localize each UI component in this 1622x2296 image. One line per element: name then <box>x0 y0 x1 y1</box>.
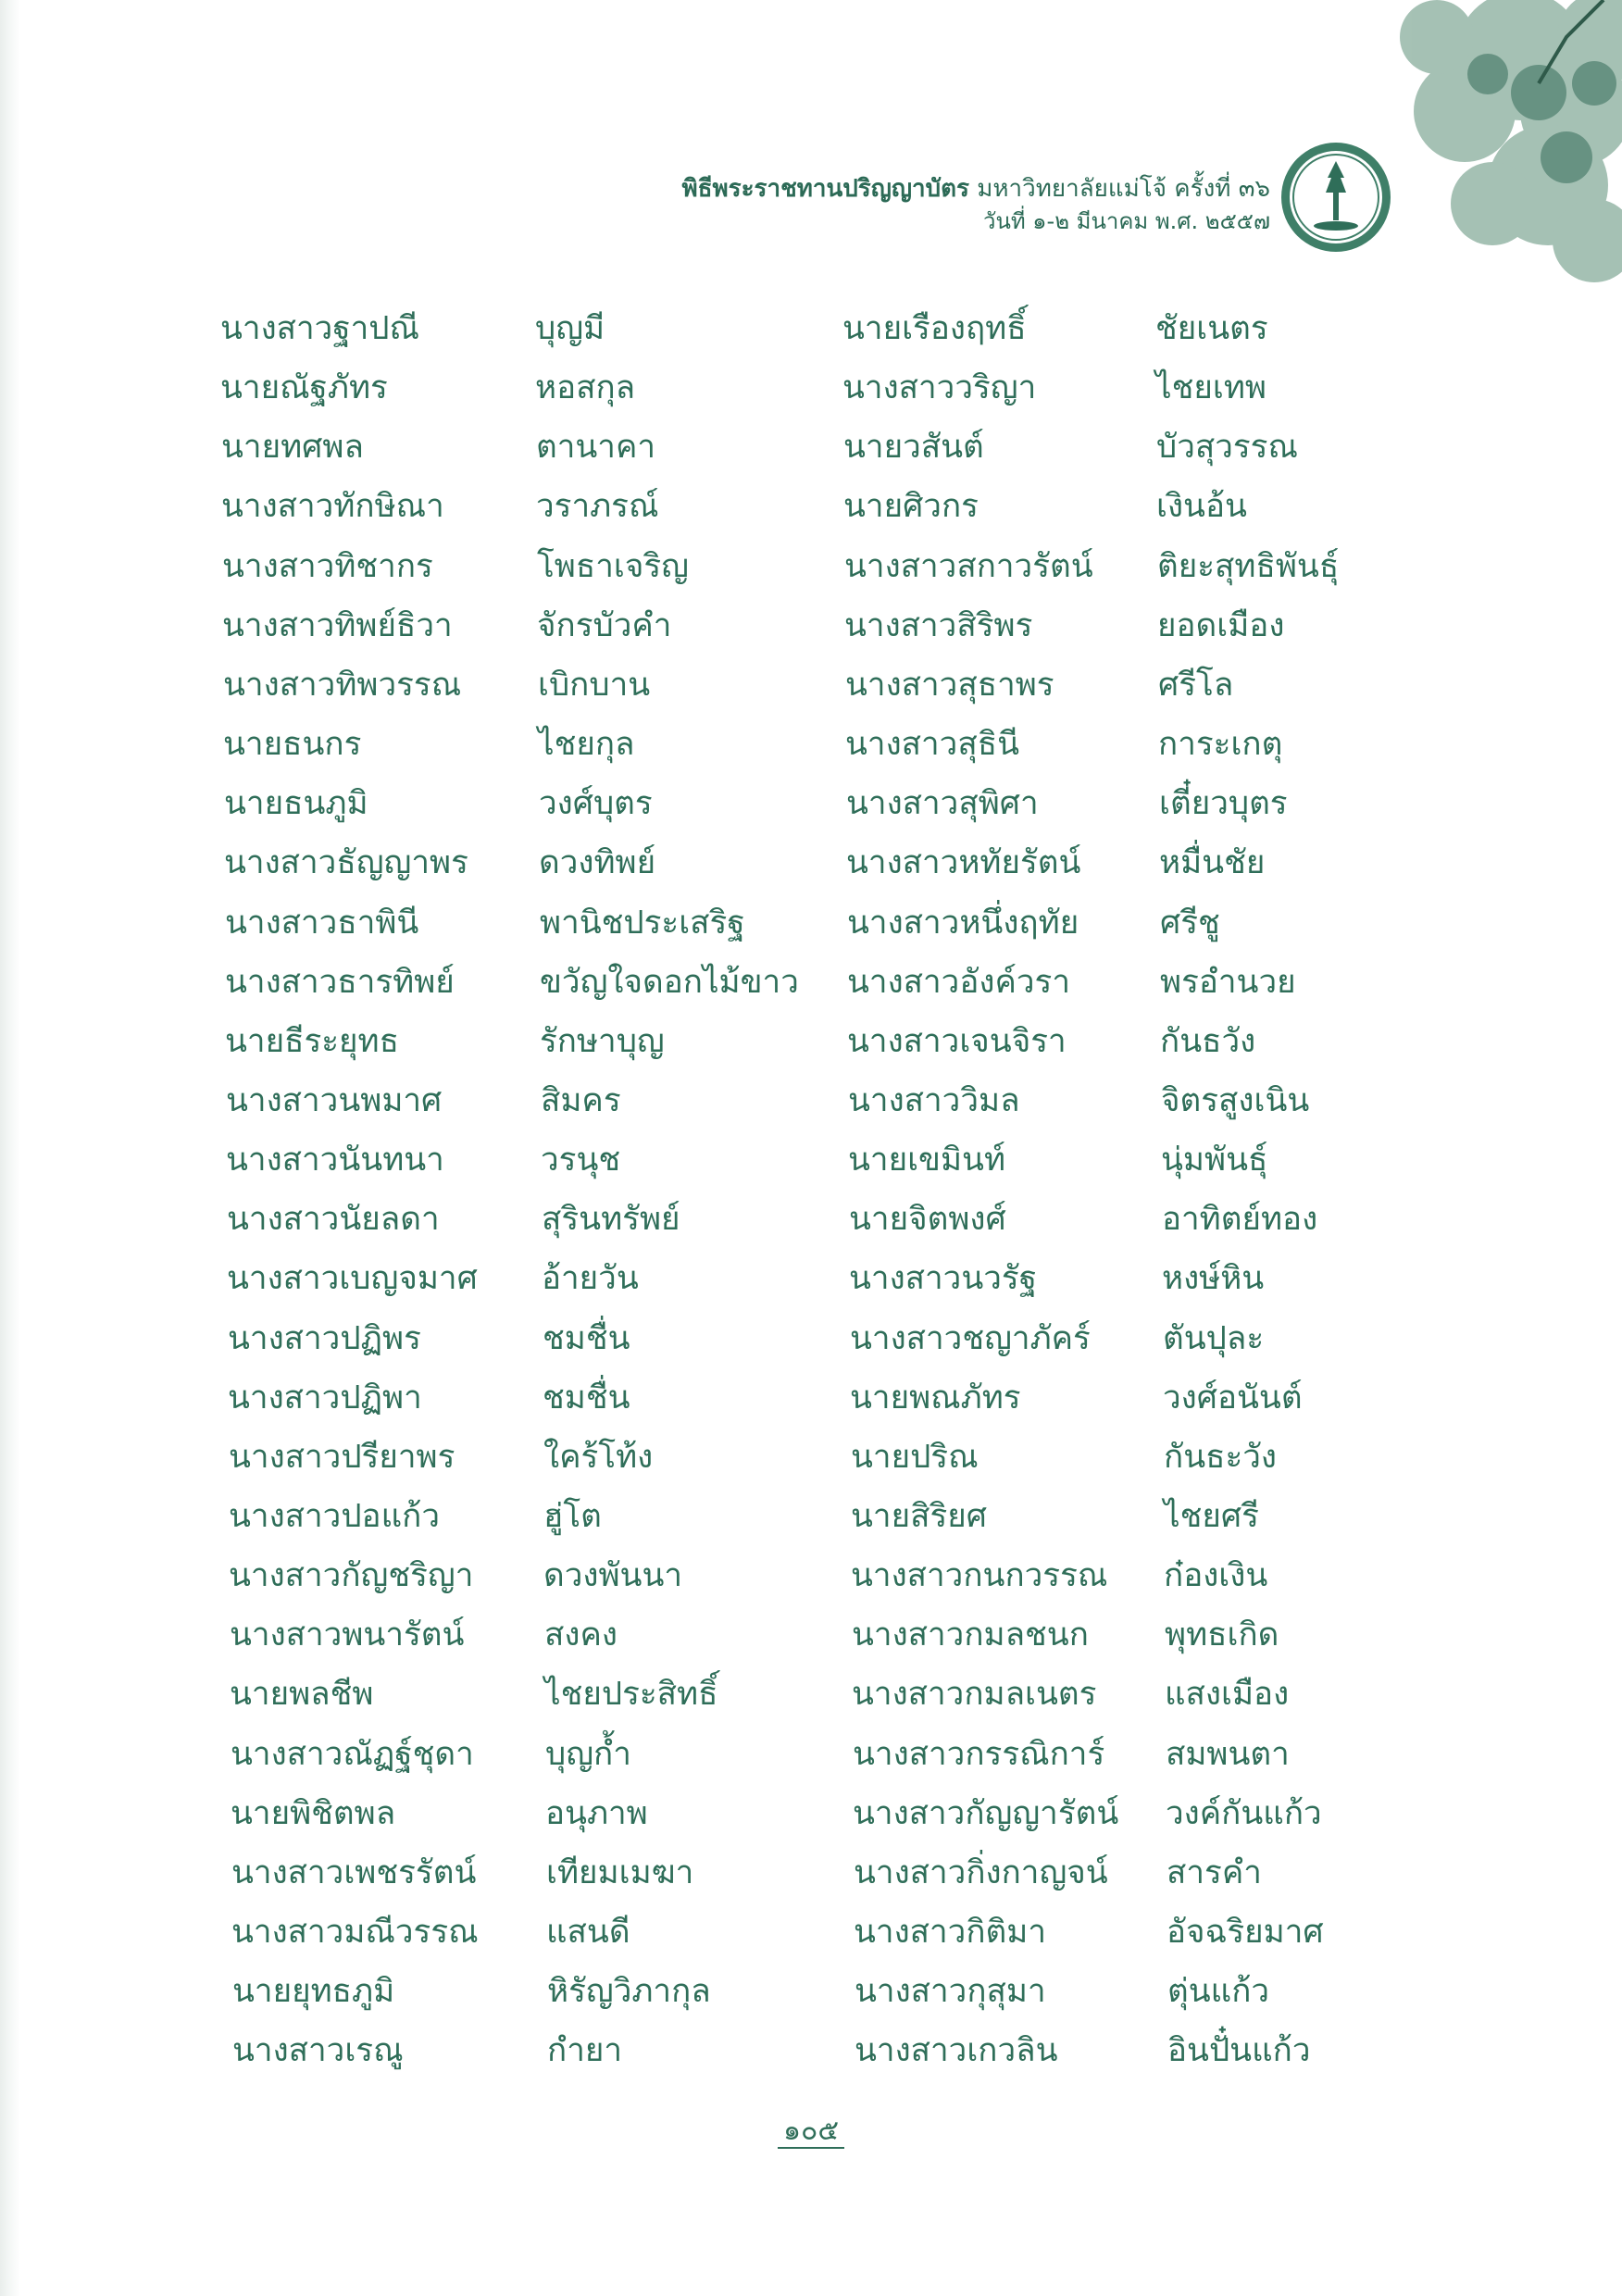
page-number <box>0 2109 1622 2152</box>
graduate-last-name: วงศ์บุตร <box>539 785 653 822</box>
graduate-last-name: พรอำนวย <box>1160 964 1296 1001</box>
graduate-last-name: กันธวัง <box>1160 1023 1256 1060</box>
graduate-last-name: ชมชื่น <box>543 1379 630 1416</box>
graduate-first-name: นายพิชิตพล <box>231 1795 396 1832</box>
graduate-last-name: ยอดเมือง <box>1157 607 1285 644</box>
graduate-first-name: นางสาวสุธาพร <box>845 667 1054 704</box>
graduate-last-name: เบิกบาน <box>538 667 651 704</box>
graduate-first-name: นางสาวธารทิพย์ <box>225 964 455 1001</box>
graduate-first-name: นางสาววริญา <box>842 369 1037 406</box>
graduate-first-name: นางสาวเกวลิน <box>855 2032 1058 2069</box>
graduate-first-name: นางสาวนันทนา <box>226 1142 444 1179</box>
graduate-first-name: นายวสันต์ <box>843 429 984 466</box>
graduate-first-name: นางสาวสิริพร <box>844 607 1033 644</box>
graduate-first-name: นางสาวนพมาศ <box>226 1082 443 1119</box>
graduate-first-name: นางสาวเจนจิรา <box>847 1023 1067 1060</box>
graduate-first-name: นางสาวปฏิพร <box>228 1320 421 1357</box>
graduate-last-name: เตี๋ยวบุตร <box>1159 785 1288 822</box>
graduate-last-name: ใคร้โท้ง <box>543 1439 654 1476</box>
graduate-last-name: วรนุช <box>541 1142 621 1179</box>
graduate-last-name: หมื่นชัย <box>1159 844 1266 881</box>
graduate-last-name: ไชยประสิทธิ์ <box>544 1676 718 1713</box>
graduate-last-name: หอสกุล <box>535 369 636 406</box>
graduate-first-name: นายทศพล <box>221 429 364 466</box>
graduate-last-name: วงศ์อนันต์ <box>1163 1379 1303 1416</box>
graduate-first-name: นางสาวหนึ่งฤทัย <box>847 905 1079 942</box>
header-title-rest: มหาวิทยาลัยแม่โจ้ ครั้งที่ ๓๖ <box>977 175 1270 203</box>
graduate-first-name: นายพณภัทร <box>850 1379 1021 1416</box>
graduate-last-name: หิรัญวิภากุล <box>547 1973 711 2010</box>
graduate-last-name: บุญมี <box>535 310 605 347</box>
graduate-first-name: นางสาวทักษิณา <box>221 488 444 525</box>
graduate-first-name: นางสาวทิพวรรณ <box>223 667 462 704</box>
graduate-last-name: ไชยเทพ <box>1155 369 1266 406</box>
graduate-first-name: นายณัฐภัทร <box>220 369 388 406</box>
graduate-last-name: เทียมเมฆา <box>546 1854 694 1891</box>
graduate-last-name: จักรบัวคำ <box>537 607 672 644</box>
graduate-last-name: แสงเมือง <box>1165 1676 1290 1713</box>
graduate-last-name: พานิชประเสริฐ <box>540 905 745 942</box>
graduate-last-name: แสนดี <box>546 1914 630 1951</box>
graduate-first-name: นางสาวธัญญาพร <box>224 844 468 881</box>
graduate-first-name: นางสาวธาพินี <box>225 905 419 942</box>
graduate-last-name: รักษาบุญ <box>540 1023 665 1060</box>
graduate-first-name: นางสาวณัฏฐ์ชุดา <box>231 1736 474 1773</box>
graduate-first-name: นางสาวนวรัฐ <box>849 1260 1038 1297</box>
graduate-first-name: นางสาวนัยลดา <box>227 1201 440 1238</box>
graduate-first-name: นางสาวปอแก้ว <box>229 1498 440 1535</box>
graduate-last-name: ฮู่โต <box>543 1498 602 1535</box>
graduate-last-name: ชัยเนตร <box>1155 310 1268 347</box>
graduate-first-name: นางสาวกิ่งกาญจน์ <box>854 1854 1108 1891</box>
graduate-last-name: อินปั๋นแก้ว <box>1167 2032 1311 2069</box>
graduate-first-name: นางสาวปรียาพร <box>229 1439 455 1476</box>
graduate-first-name: นายศิวกร <box>843 488 979 525</box>
graduate-last-name: วงค์กันแก้ว <box>1166 1795 1322 1832</box>
graduate-first-name: นางสาวสุธินี <box>845 726 1019 763</box>
graduate-first-name: นายยุทธภูมิ <box>232 1973 395 2010</box>
graduate-first-name: นายเรืองฤทธิ์ <box>842 310 1027 347</box>
graduate-last-name: ศรีชู <box>1160 905 1220 942</box>
graduate-first-name: นางสาวกมลเนตร <box>852 1676 1097 1713</box>
graduate-first-name: นางสาวกรรณิการ์ <box>853 1736 1105 1773</box>
graduate-last-name: ดวงทิพย์ <box>539 844 656 881</box>
graduate-last-name: สารคำ <box>1167 1854 1262 1891</box>
page-number-text: ๑๐๕ <box>778 2115 844 2149</box>
graduate-first-name: นายเขมินท์ <box>848 1142 1006 1179</box>
graduate-first-name: นางสาวกัญญารัตน์ <box>853 1795 1119 1832</box>
graduate-last-name: โพธาเจริญ <box>537 548 689 585</box>
graduate-first-name: นางสาวพนารัตน์ <box>230 1616 465 1653</box>
graduate-first-name: นางสาวหทัยรัตน์ <box>846 844 1081 881</box>
graduate-last-name: สมพนตา <box>1166 1736 1290 1773</box>
graduate-first-name: นางสาวกัญชริญา <box>229 1557 474 1594</box>
graduate-last-name: อ้ายวัน <box>542 1260 639 1297</box>
graduate-first-name: นางสาวกนกวรรณ <box>851 1557 1108 1594</box>
graduate-first-name: นางสาวมณีวรรณ <box>231 1914 479 1951</box>
graduate-first-name: นางสาวเพชรรัตน์ <box>231 1854 477 1891</box>
graduate-first-name: นายพลชีพ <box>230 1676 374 1713</box>
graduate-last-name: บัวสุวรรณ <box>1156 429 1298 466</box>
graduate-first-name: นางสาวเบญจมาศ <box>227 1260 478 1297</box>
graduate-first-name: นายธนภูมิ <box>224 785 368 822</box>
graduate-first-name: นางสาวปฏิพา <box>228 1379 422 1416</box>
graduate-last-name: พุทธเกิด <box>1165 1616 1279 1653</box>
graduate-first-name: นางสาวสกาวรัตน์ <box>844 548 1093 585</box>
graduate-last-name: วราภรณ์ <box>536 488 659 525</box>
graduate-last-name: สิมคร <box>541 1082 621 1119</box>
graduate-first-name: นายจิตพงศ์ <box>849 1201 1006 1238</box>
graduate-last-name: สงคง <box>544 1616 618 1653</box>
graduate-last-name: นุ่มพันธุ์ <box>1161 1142 1268 1179</box>
graduate-last-name: ชมชื่น <box>543 1320 630 1357</box>
graduate-first-name: นายสิริยศ <box>851 1498 987 1535</box>
header-title-bold: พิธีพระราชทานปริญญาบัตร <box>681 175 970 203</box>
graduate-last-name: สุรินทรัพย์ <box>542 1201 680 1238</box>
graduate-last-name: การะเกตุ <box>1158 726 1283 763</box>
graduate-last-name: ขวัญใจดอกไม้ขาว <box>540 964 799 1001</box>
graduate-last-name: ไชยกุล <box>538 726 635 763</box>
graduate-last-name: อาทิตย์ทอง <box>1162 1201 1318 1238</box>
graduate-first-name: นางสาวสุพิศา <box>846 785 1039 822</box>
graduate-last-name: กำยา <box>547 2032 623 2069</box>
graduate-last-name: อนุภาพ <box>545 1795 648 1832</box>
graduate-last-name: อัจฉริยมาศ <box>1167 1914 1324 1951</box>
graduate-last-name: ดวงพันนา <box>543 1557 683 1594</box>
graduate-last-name: ติยะสุทธิพันธุ์ <box>1157 548 1340 585</box>
graduate-first-name: นางสาวกิติมา <box>854 1914 1046 1951</box>
graduate-first-name: นางสาวอังค์วรา <box>847 964 1070 1001</box>
header-date: วันที่ ๑-๒ มีนาคม พ.ศ. ๒๕๕๗ <box>982 208 1270 234</box>
graduate-last-name: ตานาคา <box>536 429 656 466</box>
graduate-first-name: นางสาวชญาภัคร์ <box>850 1320 1091 1357</box>
graduate-last-name: เงินอ้น <box>1156 488 1247 525</box>
graduate-last-name: หงษ์หิน <box>1162 1260 1265 1297</box>
graduate-last-name: ศรีโล <box>1158 667 1234 704</box>
graduate-first-name: นางสาวเรณู <box>232 2032 404 2069</box>
graduate-last-name: กันธะวัง <box>1164 1439 1278 1476</box>
graduate-first-name: นางสาววิมล <box>848 1082 1020 1119</box>
graduate-first-name: นางสาวกมลชนก <box>852 1616 1089 1653</box>
graduate-last-name: ตุ่นแก้ว <box>1167 1973 1270 2010</box>
graduate-first-name: นายธีระยุทธ <box>225 1023 399 1060</box>
graduate-first-name: นายธนกร <box>223 726 362 763</box>
graduate-first-name: นางสาวทิชากร <box>222 548 433 585</box>
graduate-first-name: นางสาวทิพย์ธิวา <box>222 607 453 644</box>
graduate-last-name: ตันปุละ <box>1163 1320 1265 1357</box>
graduate-last-name: ไชยศรี <box>1164 1498 1259 1535</box>
graduate-first-name: นางสาวฐาปณี <box>220 310 419 347</box>
graduate-first-name: นางสาวกุสุมา <box>855 1973 1046 2010</box>
graduate-last-name: บุญก้ำ <box>545 1736 631 1773</box>
graduate-last-name: จิตรสูงเนิน <box>1161 1082 1310 1119</box>
graduate-last-name: ก๋องเงิน <box>1164 1557 1268 1594</box>
graduate-first-name: นายปริณ <box>851 1439 979 1476</box>
